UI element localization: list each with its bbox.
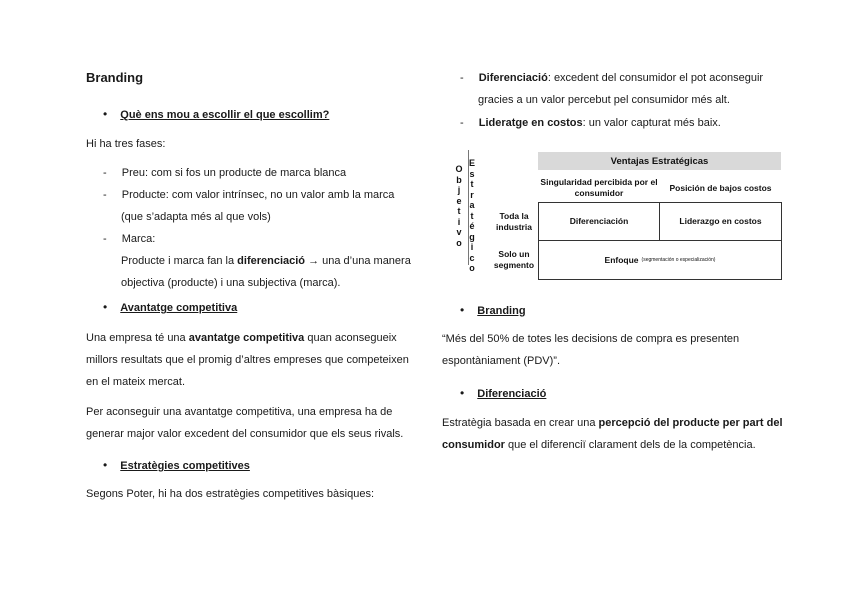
differentiation-p-line2 <box>442 434 756 456</box>
phase-prefix: Preu: <box>121 167 149 179</box>
vertical-label-estrategico: E s t r a t é g i c o <box>468 158 475 273</box>
differentiation-p-line1 <box>442 412 783 434</box>
table-header: Ventajas Estratégicas <box>538 152 781 170</box>
phase-item-product <box>103 184 405 206</box>
vertical-label-objetivo: O b j e t i v o <box>455 164 463 248</box>
adv-p1-post: quan aconsegueix <box>304 332 397 344</box>
bullet-branding <box>460 299 526 322</box>
question-heading: Què ens mou a escollir el que escollim? <box>120 109 330 121</box>
advantage-p2-line2: generar major valor excedent del consumidor que els seus rivals. <box>86 428 404 440</box>
row-header-segment: Solo un segmento <box>493 249 535 270</box>
advantage-p1-line2: millors resultats que el promig d’altres empreses que competeixen <box>86 354 409 366</box>
dif-p-bold: percepció del producte per part del <box>598 417 783 429</box>
brand-line-1-post: una d’una manera <box>319 255 411 267</box>
strategies-intro: Segons Poter, hi ha dos estratègies competitives bàsiques: <box>86 488 375 500</box>
branding-quote-line1: “Més del 50% de totes les decisions de compra es presenten <box>442 333 740 345</box>
phase-item-product-cont: (que s’adapta més al que vols) <box>121 211 271 223</box>
bullet-glyph: • <box>103 300 108 314</box>
brand-line-1 <box>121 250 411 272</box>
cell-cost-leadership: Liderazgo en costos <box>679 216 762 226</box>
bullet-strategies <box>103 454 250 477</box>
advantage-p1-line1 <box>86 327 406 349</box>
phases-intro: Hi ha tres fases: <box>86 138 166 150</box>
bullet-glyph: • <box>460 303 465 317</box>
diferenciacio-term: diferenciació <box>237 255 306 267</box>
phase-item-price <box>103 162 346 184</box>
focus-label: Enfoque <box>604 254 639 265</box>
phase-text: com si fos un producte de marca blanca <box>151 167 347 179</box>
dif-term: Diferenciació <box>478 72 548 84</box>
arrow-right-icon: → <box>308 255 320 267</box>
brand-line-2: objectiva (producte) i una subjectiva (marca). <box>121 277 341 289</box>
section-title: Branding <box>86 70 144 85</box>
avantatge-term: avantatge competitiva <box>188 332 305 344</box>
dif-p-pre: Estratègia basada en crear una <box>442 417 599 429</box>
lid-text: : un valor capturat més baix. <box>582 117 721 129</box>
advantage-heading: Avantatge competitiva <box>120 302 238 314</box>
advantage-p2-line1: Per aconseguir una avantatge competitiva, una empresa ha de <box>86 406 393 418</box>
bullet-differentiation <box>460 382 546 405</box>
dif-item-cont: gracies a un valor percebut pel consumidor més alt. <box>478 94 730 106</box>
dash-glyph: - <box>103 233 107 245</box>
differentiation-heading: Diferenciació <box>477 388 547 400</box>
dif-p-bold2: consumidor <box>442 439 505 451</box>
bullet-glyph: • <box>460 386 465 400</box>
col-header-low-cost: Posición de bajos costos <box>669 182 772 193</box>
dif-p-post: que el diferenciï clarament dels de la competència. <box>504 439 756 451</box>
dash-glyph: - <box>460 72 464 84</box>
bullet-glyph: • <box>103 458 108 472</box>
dash-glyph: - <box>103 189 107 201</box>
phase-prefix: Producte: <box>121 189 169 201</box>
phase-text: com valor intrínsec, no un valor amb la marca <box>171 189 395 201</box>
advantage-p1-line3: en el mateix mercat. <box>86 376 186 388</box>
row-header-industry: Toda la industria <box>496 211 532 232</box>
dif-item <box>460 67 763 89</box>
col-header-singularity: Singularidad percibida por el consumidor <box>540 177 658 198</box>
cell-differentiation: Diferenciación <box>569 216 629 226</box>
strategy-table <box>440 150 785 282</box>
strategies-heading: Estratègies competitives <box>120 460 250 472</box>
phase-item-brand <box>103 228 155 250</box>
branding-quote-line2: espontàniament (PDV)”. <box>442 355 560 367</box>
bullet-question <box>103 103 329 126</box>
focus-sublabel: (segmentación o especialización) <box>641 256 716 263</box>
dash-glyph: - <box>460 117 464 129</box>
brand-line-1-pre: Producte i marca fan la <box>121 255 238 267</box>
lid-term: Lideratge en costos <box>478 117 583 129</box>
dif-text: : excedent del consumidor el pot aconseguir <box>547 72 764 84</box>
branding-heading: Branding <box>477 305 526 317</box>
lid-item <box>460 112 721 134</box>
bullet-advantage <box>103 296 237 319</box>
phase-prefix: Marca: <box>121 233 156 245</box>
dash-glyph: - <box>103 167 107 179</box>
adv-p1-pre: Una empresa té una <box>86 332 189 344</box>
bullet-glyph: • <box>103 107 108 121</box>
cell-focus <box>539 241 781 279</box>
